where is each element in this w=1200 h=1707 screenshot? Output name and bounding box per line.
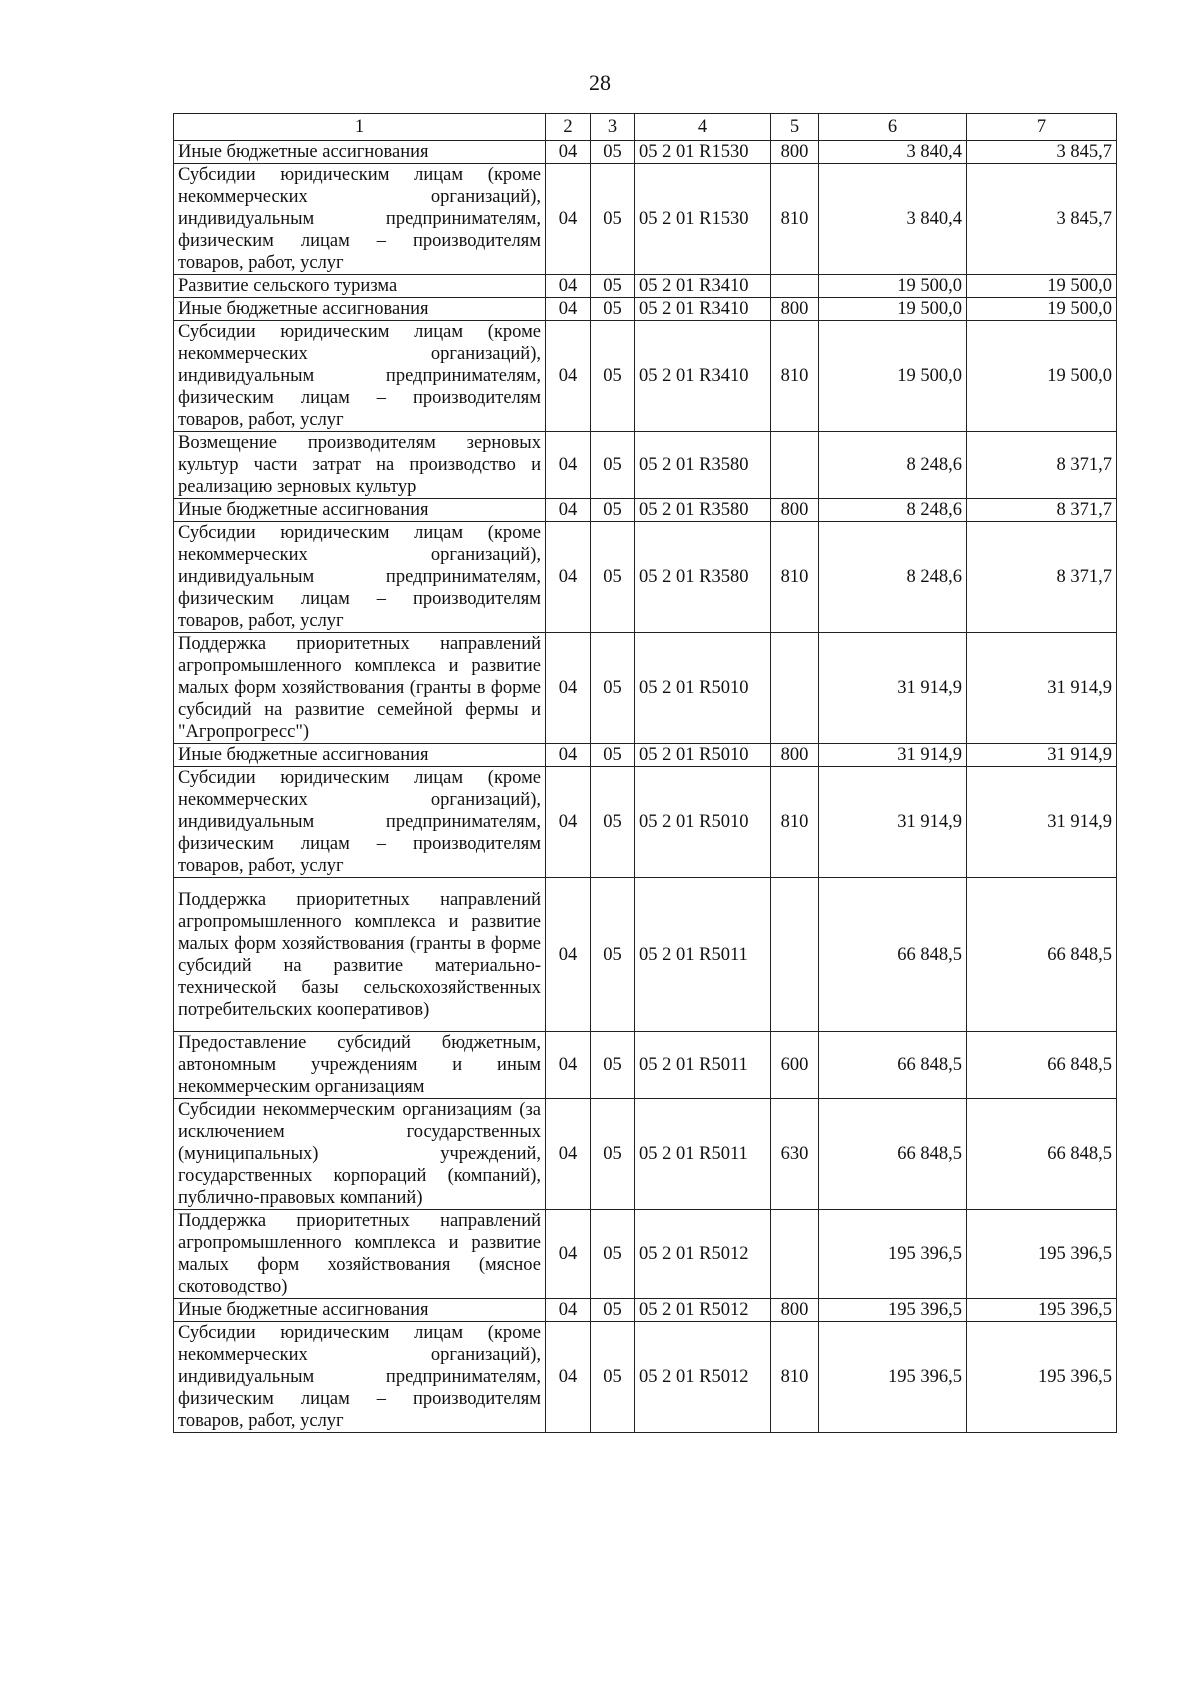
- row-target-code: 05 2 01 R3410: [635, 298, 771, 321]
- row-amount-year1: 66 848,5: [819, 1032, 967, 1099]
- row-amount-year1: 31 914,9: [819, 767, 967, 878]
- row-expense-type: 810: [771, 767, 819, 878]
- row-subsection: 05: [591, 767, 635, 878]
- row-target-code: 05 2 01 R5010: [635, 744, 771, 767]
- table-row: [174, 522, 1117, 633]
- row-amount-year2: 3 845,7: [967, 141, 1117, 164]
- table-row: [174, 321, 1117, 432]
- row-amount-year1: 31 914,9: [819, 633, 967, 744]
- row-amount-year2: 8 371,7: [967, 522, 1117, 633]
- table-row: [174, 164, 1117, 275]
- row-section: 04: [546, 275, 591, 298]
- row-subsection: 05: [591, 744, 635, 767]
- row-amount-year1: 3 840,4: [819, 141, 967, 164]
- row-subsection: 05: [591, 1210, 635, 1299]
- row-amount-year2: 19 500,0: [967, 298, 1117, 321]
- row-target-code: 05 2 01 R5010: [635, 633, 771, 744]
- row-amount-year1: 19 500,0: [819, 298, 967, 321]
- row-subsection: 05: [591, 522, 635, 633]
- row-name: Субсидии юридическим лицам (кроме некоммерческих организаций), индивидуальным предпринимателям, физическим лицам – производителям товаров, работ, услуг: [174, 321, 546, 432]
- header-cell-7: 7: [967, 114, 1117, 141]
- row-section: 04: [546, 1299, 591, 1322]
- table-row: [174, 1299, 1117, 1322]
- row-amount-year2: 31 914,9: [967, 767, 1117, 878]
- row-name: Иные бюджетные ассигнования: [174, 141, 546, 164]
- row-name: Иные бюджетные ассигнования: [174, 499, 546, 522]
- row-expense-type: [771, 633, 819, 744]
- row-target-code: 05 2 01 R5012: [635, 1210, 771, 1299]
- row-subsection: 05: [591, 141, 635, 164]
- table-row: [174, 767, 1117, 878]
- row-amount-year1: 19 500,0: [819, 275, 967, 298]
- row-expense-type: 800: [771, 744, 819, 767]
- row-expense-type: [771, 1210, 819, 1299]
- row-amount-year2: 31 914,9: [967, 633, 1117, 744]
- row-amount-year1: 8 248,6: [819, 499, 967, 522]
- row-amount-year1: 195 396,5: [819, 1322, 967, 1433]
- row-section: 04: [546, 1032, 591, 1099]
- row-section: 04: [546, 522, 591, 633]
- row-expense-type: 630: [771, 1099, 819, 1210]
- row-subsection: 05: [591, 1299, 635, 1322]
- row-expense-type: [771, 878, 819, 1032]
- page-number: 28: [589, 70, 611, 95]
- row-expense-type: 810: [771, 164, 819, 275]
- row-subsection: 05: [591, 633, 635, 744]
- row-expense-type: 800: [771, 1299, 819, 1322]
- row-subsection: 05: [591, 432, 635, 499]
- row-amount-year2: 66 848,5: [967, 1032, 1117, 1099]
- row-amount-year2: 195 396,5: [967, 1299, 1117, 1322]
- row-subsection: 05: [591, 1032, 635, 1099]
- row-amount-year1: 3 840,4: [819, 164, 967, 275]
- row-target-code: 05 2 01 R3410: [635, 321, 771, 432]
- row-subsection: 05: [591, 1322, 635, 1433]
- header-cell-2: 2: [546, 114, 591, 141]
- row-amount-year1: 31 914,9: [819, 744, 967, 767]
- header-cell-1: 1: [174, 114, 546, 141]
- row-amount-year1: 66 848,5: [819, 878, 967, 1032]
- row-target-code: 05 2 01 R5012: [635, 1322, 771, 1433]
- row-amount-year2: 19 500,0: [967, 275, 1117, 298]
- row-target-code: 05 2 01 R3580: [635, 522, 771, 633]
- row-amount-year2: 66 848,5: [967, 878, 1117, 1032]
- row-section: 04: [546, 298, 591, 321]
- row-name: Поддержка приоритетных направлений агропромышленного комплекса и развитие малых форм хозяйствования (гранты в форме субсидий на развитие семейной фермы и "Агропрогресс"): [174, 633, 546, 744]
- table-row: [174, 1032, 1117, 1099]
- row-amount-year2: 19 500,0: [967, 321, 1117, 432]
- row-section: 04: [546, 633, 591, 744]
- row-amount-year1: 66 848,5: [819, 1099, 967, 1210]
- table-row: [174, 633, 1117, 744]
- row-name: Возмещение производителям зерновых культур части затрат на производство и реализацию зерновых культур: [174, 432, 546, 499]
- table-row: [174, 499, 1117, 522]
- header-row: [174, 114, 1117, 141]
- table-row: [174, 744, 1117, 767]
- table-row: [174, 432, 1117, 499]
- row-subsection: 05: [591, 298, 635, 321]
- row-name: Поддержка приоритетных направлений агропромышленного комплекса и развитие малых форм хозяйствования (мясное скотоводство): [174, 1210, 546, 1299]
- row-target-code: 05 2 01 R1530: [635, 164, 771, 275]
- row-name: Развитие сельского туризма: [174, 275, 546, 298]
- row-amount-year2: 3 845,7: [967, 164, 1117, 275]
- row-section: 04: [546, 141, 591, 164]
- row-section: 04: [546, 164, 591, 275]
- row-section: 04: [546, 744, 591, 767]
- row-expense-type: 810: [771, 1322, 819, 1433]
- row-name: Поддержка приоритетных направлений агропромышленного комплекса и развитие малых форм хозяйствования (гранты в форме субсидий на развитие материально-технической базы сельскохозяйственных потребительских кооперативов): [174, 878, 546, 1032]
- row-name: Предоставление субсидий бюджетным, автономным учреждениям и иным некоммерческим организациям: [174, 1032, 546, 1099]
- row-amount-year2: 66 848,5: [967, 1099, 1117, 1210]
- row-section: 04: [546, 432, 591, 499]
- row-subsection: 05: [591, 321, 635, 432]
- row-amount-year1: 195 396,5: [819, 1299, 967, 1322]
- budget-table: [173, 113, 1117, 1433]
- row-section: 04: [546, 499, 591, 522]
- row-amount-year2: 195 396,5: [967, 1210, 1117, 1299]
- row-amount-year1: 8 248,6: [819, 432, 967, 499]
- row-name: Иные бюджетные ассигнования: [174, 298, 546, 321]
- row-section: 04: [546, 1322, 591, 1433]
- table-row: [174, 275, 1117, 298]
- row-expense-type: [771, 275, 819, 298]
- row-name: Субсидии юридическим лицам (кроме некоммерческих организаций), индивидуальным предпринимателям, физическим лицам – производителям товаров, работ, услуг: [174, 767, 546, 878]
- row-subsection: 05: [591, 1099, 635, 1210]
- row-amount-year1: 195 396,5: [819, 1210, 967, 1299]
- header-cell-5: 5: [771, 114, 819, 141]
- row-section: 04: [546, 767, 591, 878]
- table-row: [174, 298, 1117, 321]
- row-amount-year2: 195 396,5: [967, 1322, 1117, 1433]
- row-expense-type: 810: [771, 321, 819, 432]
- row-subsection: 05: [591, 499, 635, 522]
- row-expense-type: [771, 432, 819, 499]
- row-expense-type: 800: [771, 298, 819, 321]
- row-target-code: 05 2 01 R1530: [635, 141, 771, 164]
- row-expense-type: 800: [771, 499, 819, 522]
- table-row: [174, 1099, 1117, 1210]
- row-target-code: 05 2 01 R5010: [635, 767, 771, 878]
- row-expense-type: 810: [771, 522, 819, 633]
- row-name: Субсидии юридическим лицам (кроме некоммерческих организаций), индивидуальным предпринимателям, физическим лицам – производителям товаров, работ, услуг: [174, 1322, 546, 1433]
- row-name: Субсидии некоммерческим организациям (за исключением государственных (муниципальных) учреждений, государственных корпораций (компаний), публично-правовых компаний): [174, 1099, 546, 1210]
- row-target-code: 05 2 01 R5011: [635, 878, 771, 1032]
- row-section: 04: [546, 878, 591, 1032]
- row-amount-year1: 8 248,6: [819, 522, 967, 633]
- row-subsection: 05: [591, 878, 635, 1032]
- table-row: [174, 141, 1117, 164]
- row-section: 04: [546, 321, 591, 432]
- row-amount-year2: 31 914,9: [967, 744, 1117, 767]
- row-expense-type: 800: [771, 141, 819, 164]
- row-amount-year1: 19 500,0: [819, 321, 967, 432]
- row-amount-year2: 8 371,7: [967, 499, 1117, 522]
- row-target-code: 05 2 01 R3580: [635, 499, 771, 522]
- row-target-code: 05 2 01 R3410: [635, 275, 771, 298]
- row-section: 04: [546, 1099, 591, 1210]
- row-expense-type: 600: [771, 1032, 819, 1099]
- row-name: Субсидии юридическим лицам (кроме некоммерческих организаций), индивидуальным предпринимателям, физическим лицам – производителям товаров, работ, услуг: [174, 164, 546, 275]
- row-name: Субсидии юридическим лицам (кроме некоммерческих организаций), индивидуальным предпринимателям, физическим лицам – производителям товаров, работ, услуг: [174, 522, 546, 633]
- row-target-code: 05 2 01 R5011: [635, 1099, 771, 1210]
- row-target-code: 05 2 01 R5012: [635, 1299, 771, 1322]
- table-row: [174, 1322, 1117, 1433]
- row-target-code: 05 2 01 R3580: [635, 432, 771, 499]
- header-cell-6: 6: [819, 114, 967, 141]
- row-subsection: 05: [591, 275, 635, 298]
- row-name: Иные бюджетные ассигнования: [174, 1299, 546, 1322]
- row-section: 04: [546, 1210, 591, 1299]
- row-amount-year2: 8 371,7: [967, 432, 1117, 499]
- row-target-code: 05 2 01 R5011: [635, 1032, 771, 1099]
- table-row: [174, 1210, 1117, 1299]
- row-subsection: 05: [591, 164, 635, 275]
- table-row: [174, 878, 1117, 1032]
- row-name: Иные бюджетные ассигнования: [174, 744, 546, 767]
- header-cell-3: 3: [591, 114, 635, 141]
- header-cell-4: 4: [635, 114, 771, 141]
